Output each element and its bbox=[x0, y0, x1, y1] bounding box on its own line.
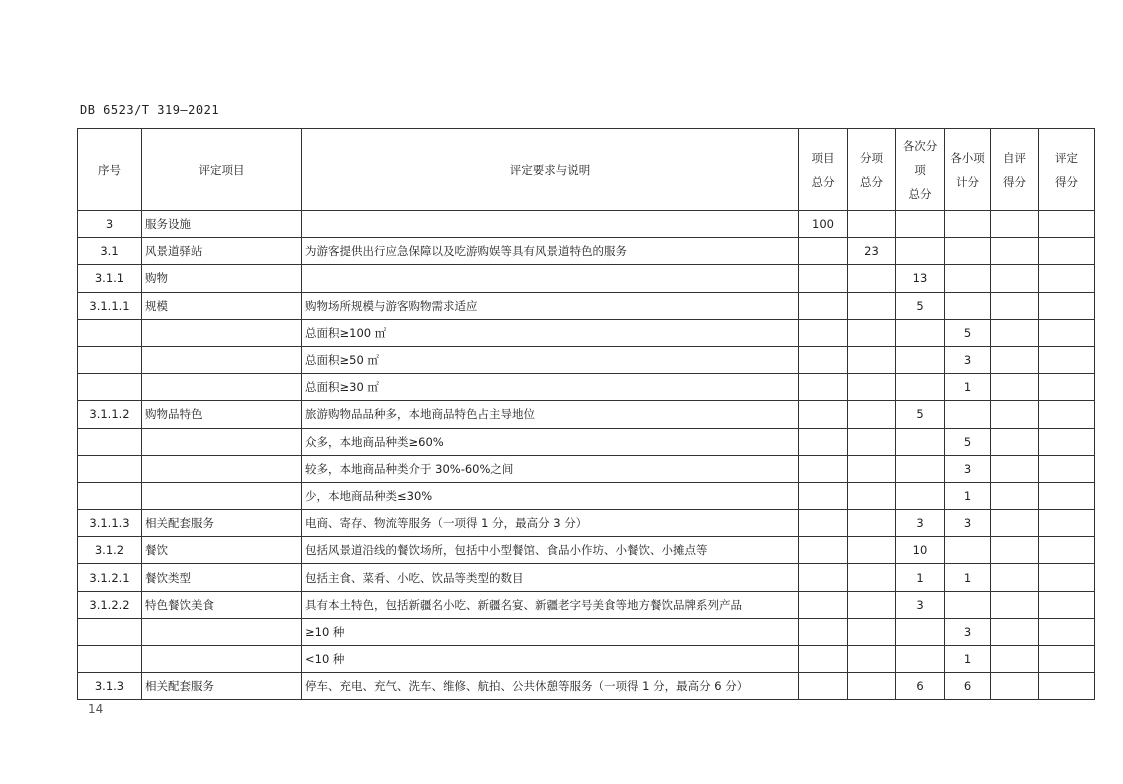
row-sub-total bbox=[848, 537, 896, 564]
row-secondary-total: 1 bbox=[896, 564, 945, 591]
row-number bbox=[78, 346, 142, 373]
row-eval-score bbox=[1039, 618, 1095, 645]
row-number bbox=[78, 455, 142, 482]
row-sub-total bbox=[848, 211, 896, 238]
row-project-total bbox=[799, 265, 848, 292]
row-sub-total bbox=[848, 673, 896, 700]
table-body bbox=[78, 211, 1095, 700]
row-requirement: 较多，本地商品种类介于 30%-60%之间 bbox=[302, 455, 799, 482]
row-eval-score bbox=[1039, 265, 1095, 292]
row-self-score bbox=[991, 401, 1039, 428]
row-number bbox=[78, 618, 142, 645]
row-requirement: 旅游购物品品种多，本地商品特色占主导地位 bbox=[302, 401, 799, 428]
row-secondary-total bbox=[896, 374, 945, 401]
row-eval-score bbox=[1039, 537, 1095, 564]
row-minor-total: 1 bbox=[945, 374, 991, 401]
row-project-total bbox=[799, 455, 848, 482]
row-self-score bbox=[991, 238, 1039, 265]
row-self-score bbox=[991, 646, 1039, 673]
row-item: 特色餐饮美食 bbox=[142, 591, 302, 618]
header-requirement: 评定要求与说明 bbox=[302, 129, 799, 211]
row-self-score bbox=[991, 618, 1039, 645]
row-secondary-total: 5 bbox=[896, 292, 945, 319]
row-eval-score bbox=[1039, 238, 1095, 265]
row-item: 相关配套服务 bbox=[142, 510, 302, 537]
document-code: DB 6523/T 319—2021 bbox=[80, 103, 220, 117]
row-requirement: 总面积≥50 ㎡ bbox=[302, 346, 799, 373]
row-eval-score bbox=[1039, 319, 1095, 346]
row-requirement bbox=[302, 265, 799, 292]
page-number: 14 bbox=[88, 702, 104, 716]
row-requirement: 包括风景道沿线的餐饮场所，包括中小型餐馆、食品小作坊、小餐饮、小摊点等 bbox=[302, 537, 799, 564]
row-item bbox=[142, 455, 302, 482]
row-number bbox=[78, 428, 142, 455]
row-minor-total: 1 bbox=[945, 482, 991, 509]
row-self-score bbox=[991, 428, 1039, 455]
row-minor-total: 3 bbox=[945, 455, 991, 482]
row-minor-total: 6 bbox=[945, 673, 991, 700]
row-item bbox=[142, 482, 302, 509]
row-project-total bbox=[799, 537, 848, 564]
row-project-total bbox=[799, 591, 848, 618]
table-row bbox=[78, 292, 1095, 319]
row-number bbox=[78, 482, 142, 509]
row-minor-total: 3 bbox=[945, 510, 991, 537]
row-number: 3.1.2 bbox=[78, 537, 142, 564]
row-number: 3.1.1 bbox=[78, 265, 142, 292]
row-project-total bbox=[799, 374, 848, 401]
row-minor-total: 1 bbox=[945, 564, 991, 591]
row-self-score bbox=[991, 346, 1039, 373]
row-number bbox=[78, 646, 142, 673]
header-self-score: 自评 得分 bbox=[991, 129, 1039, 211]
row-secondary-total bbox=[896, 346, 945, 373]
row-item: 相关配套服务 bbox=[142, 673, 302, 700]
row-secondary-total bbox=[896, 211, 945, 238]
row-secondary-total bbox=[896, 646, 945, 673]
table-row bbox=[78, 319, 1095, 346]
row-sub-total bbox=[848, 346, 896, 373]
row-secondary-total: 10 bbox=[896, 537, 945, 564]
row-project-total bbox=[799, 292, 848, 319]
row-self-score bbox=[991, 374, 1039, 401]
row-item bbox=[142, 618, 302, 645]
row-project-total: 100 bbox=[799, 211, 848, 238]
row-requirement: 总面积≥100 ㎡ bbox=[302, 319, 799, 346]
row-requirement: ≥10 种 bbox=[302, 618, 799, 645]
row-requirement: 为游客提供出行应急保障以及吃游购娱等具有风景道特色的服务 bbox=[302, 238, 799, 265]
row-sub-total bbox=[848, 646, 896, 673]
table-row bbox=[78, 428, 1095, 455]
row-sub-total bbox=[848, 319, 896, 346]
row-sub-total bbox=[848, 374, 896, 401]
row-requirement: 少，本地商品种类≤30% bbox=[302, 482, 799, 509]
row-minor-total bbox=[945, 292, 991, 319]
row-project-total bbox=[799, 564, 848, 591]
row-requirement: 众多，本地商品种类≥60% bbox=[302, 428, 799, 455]
row-secondary-total bbox=[896, 238, 945, 265]
row-item: 规模 bbox=[142, 292, 302, 319]
table-row bbox=[78, 238, 1095, 265]
row-eval-score bbox=[1039, 374, 1095, 401]
row-sub-total bbox=[848, 564, 896, 591]
row-secondary-total: 6 bbox=[896, 673, 945, 700]
row-secondary-total: 3 bbox=[896, 510, 945, 537]
table-row bbox=[78, 537, 1095, 564]
row-self-score bbox=[991, 591, 1039, 618]
row-eval-score bbox=[1039, 673, 1095, 700]
row-self-score bbox=[991, 319, 1039, 346]
row-secondary-total: 3 bbox=[896, 591, 945, 618]
row-item: 服务设施 bbox=[142, 211, 302, 238]
row-secondary-total bbox=[896, 428, 945, 455]
table-row bbox=[78, 646, 1095, 673]
row-sub-total bbox=[848, 455, 896, 482]
row-sub-total bbox=[848, 401, 896, 428]
row-requirement: 总面积≥30 ㎡ bbox=[302, 374, 799, 401]
row-eval-score bbox=[1039, 401, 1095, 428]
row-secondary-total bbox=[896, 319, 945, 346]
row-minor-total bbox=[945, 401, 991, 428]
row-minor-total bbox=[945, 591, 991, 618]
row-minor-total bbox=[945, 238, 991, 265]
table-row bbox=[78, 211, 1095, 238]
row-project-total bbox=[799, 482, 848, 509]
row-eval-score bbox=[1039, 428, 1095, 455]
table-row bbox=[78, 510, 1095, 537]
row-number: 3.1.2.2 bbox=[78, 591, 142, 618]
table-row bbox=[78, 591, 1095, 618]
row-minor-total: 5 bbox=[945, 428, 991, 455]
row-project-total bbox=[799, 673, 848, 700]
header-project-total: 项目 总分 bbox=[799, 129, 848, 211]
row-secondary-total bbox=[896, 482, 945, 509]
table-header-row bbox=[78, 129, 1095, 211]
row-secondary-total bbox=[896, 618, 945, 645]
header-no: 序号 bbox=[78, 129, 142, 211]
row-eval-score bbox=[1039, 292, 1095, 319]
table-row bbox=[78, 673, 1095, 700]
row-minor-total bbox=[945, 265, 991, 292]
table-row bbox=[78, 265, 1095, 292]
table-row bbox=[78, 374, 1095, 401]
row-sub-total bbox=[848, 428, 896, 455]
table-row bbox=[78, 564, 1095, 591]
row-self-score bbox=[991, 265, 1039, 292]
row-minor-total: 3 bbox=[945, 346, 991, 373]
table-row bbox=[78, 455, 1095, 482]
row-item: 购物 bbox=[142, 265, 302, 292]
row-requirement: 停车、充电、充气、洗车、维修、航拍、公共休憩等服务（一项得 1 分，最高分 6 分） bbox=[302, 673, 799, 700]
row-sub-total bbox=[848, 292, 896, 319]
row-project-total bbox=[799, 618, 848, 645]
header-eval-score: 评定 得分 bbox=[1039, 129, 1095, 211]
row-sub-total bbox=[848, 591, 896, 618]
row-requirement: 包括主食、菜肴、小吃、饮品等类型的数目 bbox=[302, 564, 799, 591]
row-self-score bbox=[991, 482, 1039, 509]
row-eval-score bbox=[1039, 211, 1095, 238]
row-sub-total bbox=[848, 265, 896, 292]
row-sub-total bbox=[848, 482, 896, 509]
row-number: 3.1.1.2 bbox=[78, 401, 142, 428]
row-eval-score bbox=[1039, 646, 1095, 673]
row-item bbox=[142, 428, 302, 455]
row-secondary-total: 5 bbox=[896, 401, 945, 428]
header-item: 评定项目 bbox=[142, 129, 302, 211]
row-minor-total: 3 bbox=[945, 618, 991, 645]
row-self-score bbox=[991, 564, 1039, 591]
row-secondary-total bbox=[896, 455, 945, 482]
row-requirement bbox=[302, 211, 799, 238]
row-item: 风景道驿站 bbox=[142, 238, 302, 265]
row-secondary-total: 13 bbox=[896, 265, 945, 292]
row-project-total bbox=[799, 646, 848, 673]
row-number: 3 bbox=[78, 211, 142, 238]
row-requirement: 购物场所规模与游客购物需求适应 bbox=[302, 292, 799, 319]
header-secondary-total: 各次分 项 总分 bbox=[896, 129, 945, 211]
row-number bbox=[78, 374, 142, 401]
row-eval-score bbox=[1039, 346, 1095, 373]
row-self-score bbox=[991, 537, 1039, 564]
row-number: 3.1.1.3 bbox=[78, 510, 142, 537]
row-self-score bbox=[991, 510, 1039, 537]
row-project-total bbox=[799, 238, 848, 265]
row-number bbox=[78, 319, 142, 346]
row-project-total bbox=[799, 346, 848, 373]
row-eval-score bbox=[1039, 455, 1095, 482]
table-row bbox=[78, 618, 1095, 645]
row-minor-total bbox=[945, 211, 991, 238]
row-item bbox=[142, 646, 302, 673]
row-project-total bbox=[799, 510, 848, 537]
scoring-table bbox=[77, 128, 1095, 700]
row-number: 3.1.2.1 bbox=[78, 564, 142, 591]
row-self-score bbox=[991, 673, 1039, 700]
row-item bbox=[142, 346, 302, 373]
row-self-score bbox=[991, 292, 1039, 319]
row-project-total bbox=[799, 319, 848, 346]
row-eval-score bbox=[1039, 591, 1095, 618]
row-minor-total bbox=[945, 537, 991, 564]
row-item: 购物品特色 bbox=[142, 401, 302, 428]
row-item: 餐饮 bbox=[142, 537, 302, 564]
row-eval-score bbox=[1039, 510, 1095, 537]
row-item bbox=[142, 319, 302, 346]
row-item: 餐饮类型 bbox=[142, 564, 302, 591]
row-item bbox=[142, 374, 302, 401]
row-sub-total bbox=[848, 618, 896, 645]
table-row bbox=[78, 346, 1095, 373]
row-project-total bbox=[799, 401, 848, 428]
row-number: 3.1.1.1 bbox=[78, 292, 142, 319]
row-requirement: 电商、寄存、物流等服务（一项得 1 分，最高分 3 分） bbox=[302, 510, 799, 537]
table-row bbox=[78, 482, 1095, 509]
header-minor-total: 各小项 计分 bbox=[945, 129, 991, 211]
row-minor-total: 1 bbox=[945, 646, 991, 673]
row-requirement: <10 种 bbox=[302, 646, 799, 673]
row-requirement: 具有本土特色，包括新疆名小吃、新疆名宴、新疆老字号美食等地方餐饮品牌系列产品 bbox=[302, 591, 799, 618]
table-row bbox=[78, 401, 1095, 428]
row-sub-total bbox=[848, 510, 896, 537]
row-eval-score bbox=[1039, 482, 1095, 509]
row-sub-total: 23 bbox=[848, 238, 896, 265]
row-minor-total: 5 bbox=[945, 319, 991, 346]
row-number: 3.1 bbox=[78, 238, 142, 265]
row-number: 3.1.3 bbox=[78, 673, 142, 700]
row-self-score bbox=[991, 455, 1039, 482]
row-self-score bbox=[991, 211, 1039, 238]
header-sub-total: 分项 总分 bbox=[848, 129, 896, 211]
row-eval-score bbox=[1039, 564, 1095, 591]
row-project-total bbox=[799, 428, 848, 455]
